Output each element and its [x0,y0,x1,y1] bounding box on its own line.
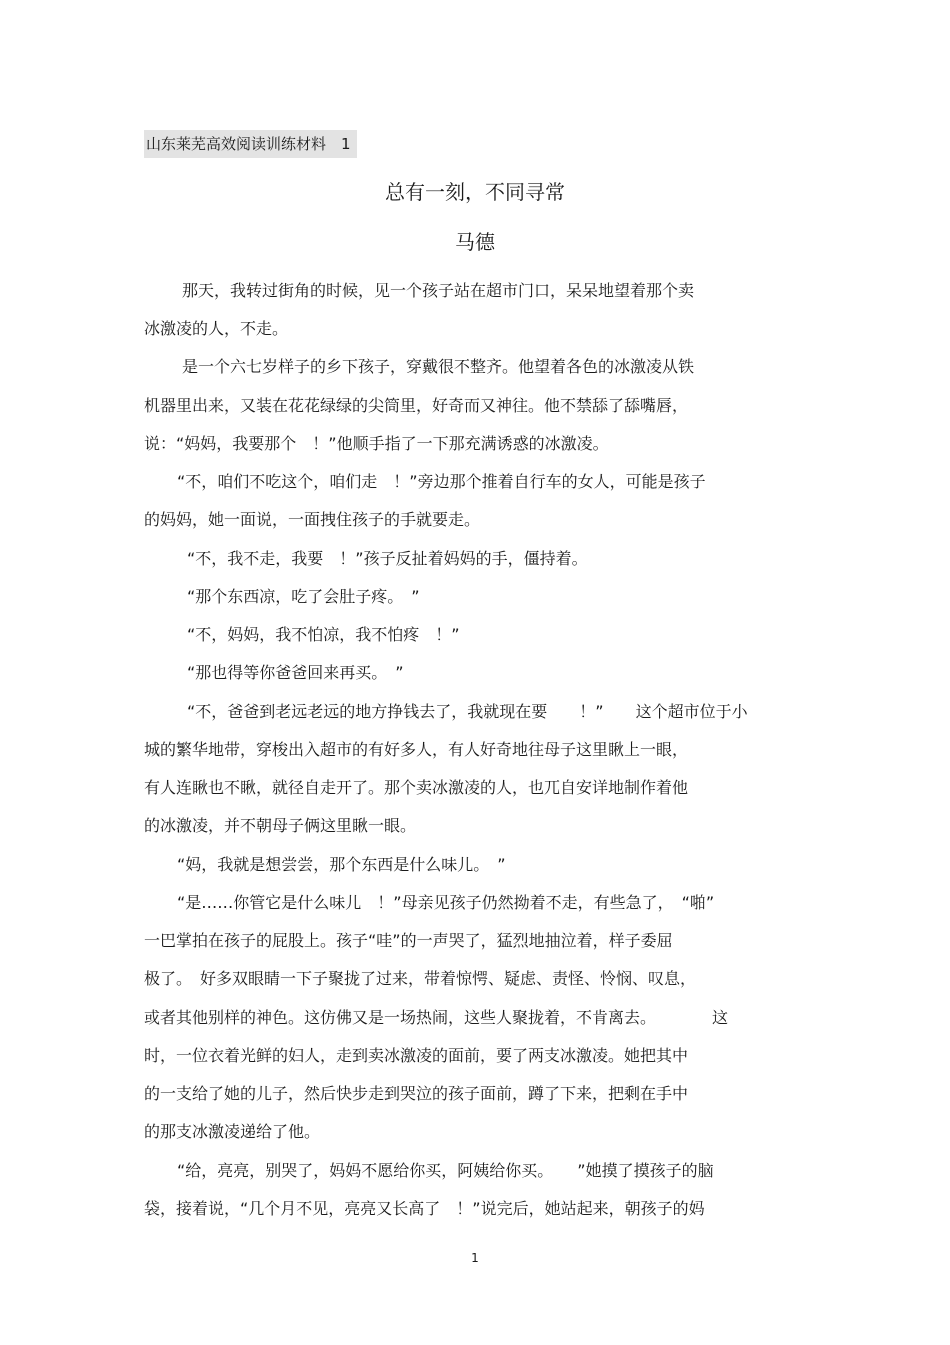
body-line: 说：“妈妈，我要那个 ！”他顺手指了一下那充满诱惑的冰激凌。 [144,434,609,453]
body-line: “是……你管它是什么味儿 ！”母亲见孩子仍然拗着不走，有些急了， “啪” [177,893,715,912]
material-header-tag: 山东莱芜高效阅读训练材料 1 [144,130,357,158]
body-line: “那个东西凉，吃了会肚子疼。 ” [187,587,420,606]
body-line: “不，爸爸到老远老远的地方挣钱去了，我就现在要 ！” 这个超市位于小 [187,702,748,721]
body-line: 的那支冰激凌递给了他。 [144,1122,321,1141]
body-line: “那也得等你爸爸回来再买。 ” [187,663,404,682]
article-title: 总有一刻，不同寻常 [385,180,565,204]
body-line: “不，妈妈，我不怕凉，我不怕疼 ！” [187,625,460,644]
body-line: 时，一位衣着光鲜的妇人，走到卖冰激凌的面前，要了两支冰激凌。她把其中 [144,1046,689,1065]
body-line: 的妈妈，她一面说，一面拽住孩子的手就要走。 [144,510,481,529]
body-line: 城的繁华地带，穿梭出入超市的有好多人，有人好奇地往母子这里瞅上一眼， [144,740,689,759]
body-line: 一巴掌拍在孩子的屁股上。孩子“哇”的一声哭了，猛烈地抽泣着，样子委屈 [144,931,673,950]
article-author: 马德 [455,230,495,254]
body-line: 袋，接着说，“几个月不见，亮亮又长高了 ！”说完后，她站起来，朝孩子的妈 [144,1199,705,1218]
body-line: “给，亮亮，别哭了，妈妈不愿给你买，阿姨给你买。 ”她摸了摸孩子的脑 [177,1161,714,1180]
body-line: 那天，我转过街角的时候，见一个孩子站在超市门口，呆呆地望着那个卖 [182,281,695,300]
body-line: 冰激凌的人，不走。 [144,319,289,338]
body-line: 的一支给了她的儿子，然后快步走到哭泣的孩子面前，蹲了下来，把剩在手中 [144,1084,689,1103]
body-line: 或者其他别样的神色。这仿佛又是一场热闹，这些人聚拢着，不肯离去。 这 [144,1008,729,1027]
body-line: 极了。 好多双眼睛一下子聚拢了过来，带着惊愕、疑虑、责怪、怜悯、叹息， [144,969,697,988]
body-line: “不，我不走，我要 ！”孩子反扯着妈妈的手，僵持着。 [187,549,588,568]
page-number: 1 [471,1251,479,1265]
body-line: 是一个六七岁样子的乡下孩子，穿戴很不整齐。他望着各色的冰激凌从铁 [182,357,695,376]
body-line: “妈，我就是想尝尝，那个东西是什么味儿。 ” [177,855,506,874]
body-line: 机器里出来，又装在花花绿绿的尖筒里，好奇而又神往。他不禁舔了舔嘴唇， [144,396,689,415]
body-line: 的冰激凌，并不朝母子俩这里瞅一眼。 [144,816,417,835]
body-line: 有人连瞅也不瞅，就径自走开了。那个卖冰激凌的人，也兀自安详地制作着他 [144,778,689,797]
body-line: “不，咱们不吃这个，咱们走 ！”旁边那个推着自行车的女人，可能是孩子 [177,472,706,491]
